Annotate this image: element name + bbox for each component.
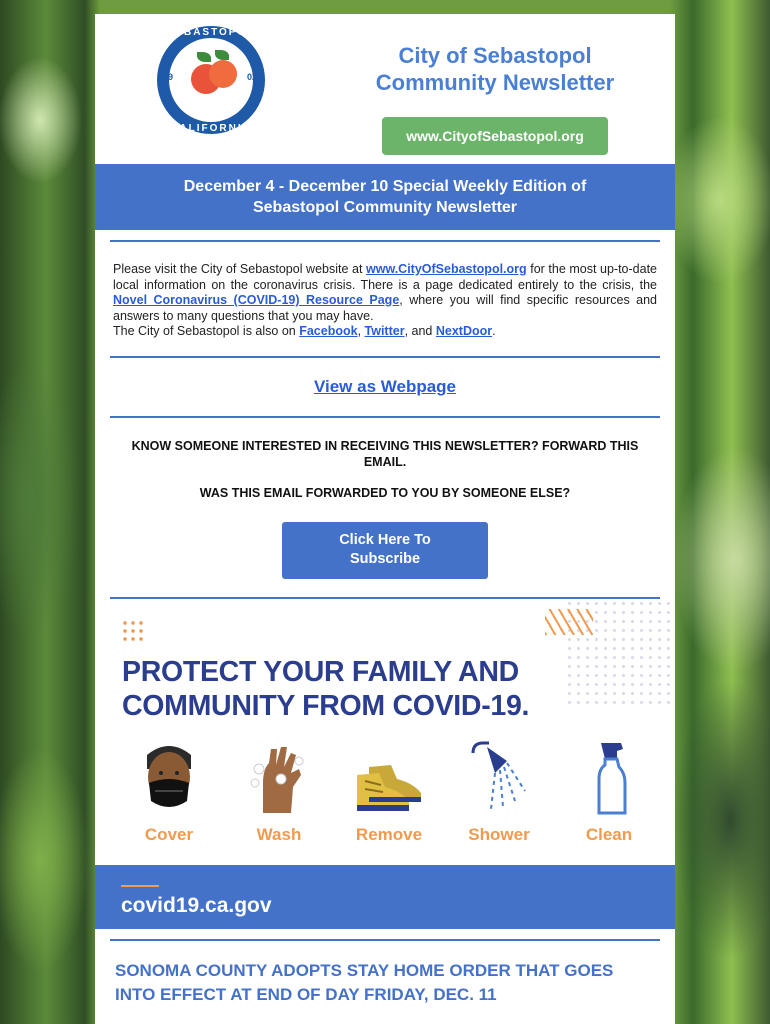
covid-gov-url[interactable]: covid19.ca.gov xyxy=(121,893,272,917)
covid-headline xyxy=(122,655,592,723)
intro-paragraph xyxy=(95,242,675,356)
newsletter-title xyxy=(325,42,665,96)
covid-headline-line-1: PROTECT YOUR FAMILY AND xyxy=(122,655,519,688)
subscribe-button-line-2: Subscribe xyxy=(349,551,421,567)
edition-banner xyxy=(95,164,675,230)
covid-gov-bar xyxy=(95,865,675,929)
separator-text: , and xyxy=(404,324,436,338)
step-clean xyxy=(559,739,659,845)
seal-center xyxy=(169,38,253,122)
news-headline: SONOMA COUNTY ADOPTS STAY HOME ORDER THAT GOES INTO EFFECT AT END OF DAY FRIDAY, DEC. 11 xyxy=(115,960,614,1004)
decorative-line xyxy=(121,885,159,887)
leaf-icon xyxy=(197,52,211,62)
view-webpage-row xyxy=(95,358,675,416)
view-as-webpage-link[interactable]: View as Webpage xyxy=(313,376,457,396)
subscribe-button-line-1: Click Here To xyxy=(339,532,431,548)
seal-year-left: 19 xyxy=(163,72,174,82)
edition-line-1: December 4 - December 10 Special Weekly Edition of xyxy=(183,178,587,195)
step-cover xyxy=(119,739,219,845)
shower-icon xyxy=(449,739,549,819)
facebook-link[interactable]: Facebook xyxy=(299,324,358,338)
forwarded-question-text: WAS THIS EMAIL FORWARDED TO YOU BY SOMEONE ELSE? xyxy=(199,485,571,500)
step-remove xyxy=(339,739,439,845)
edition-line-2: Sebastopol Community Newsletter xyxy=(252,199,518,216)
separator-text: . xyxy=(492,324,496,338)
step-label: Remove xyxy=(355,824,423,844)
decorative-stripes xyxy=(545,609,593,635)
step-shower xyxy=(449,739,549,845)
face-mask-icon xyxy=(119,739,219,819)
step-wash xyxy=(229,739,329,845)
apple-icon xyxy=(209,60,237,88)
shoes-icon xyxy=(339,739,439,819)
website-button[interactable]: www.CityofSebastopol.org xyxy=(382,117,608,155)
seal-top-text: SEBASTOPOL xyxy=(166,27,256,38)
covid-protection-banner[interactable] xyxy=(95,599,675,929)
hand-wash-icon xyxy=(229,739,329,819)
step-label: Shower xyxy=(468,824,530,844)
title-line-2: Community Newsletter xyxy=(375,70,615,95)
title-line-1: City of Sebastopol xyxy=(398,43,592,68)
intro-text: Please visit the City of Sebastopol website at xyxy=(113,262,366,276)
newsletter-header xyxy=(95,14,675,164)
step-label: Wash xyxy=(256,824,302,844)
covid-headline-line-2: COMMUNITY FROM COVID-19. xyxy=(122,689,530,722)
step-label: Cover xyxy=(144,824,194,844)
covid-resource-page-link[interactable]: Novel Coronavirus (COVID-19) Resource Page xyxy=(113,293,400,307)
step-label: Clean xyxy=(585,824,633,844)
intro-text: The City of Sebastopol is also on xyxy=(113,324,300,338)
forward-notice xyxy=(95,418,675,501)
newsletter-card xyxy=(95,14,675,1024)
covid-steps xyxy=(119,739,659,845)
twitter-link[interactable]: Twitter xyxy=(364,324,405,338)
leaf-icon xyxy=(215,50,229,60)
intro-text: , where you will find specific resources and answers to many questions that you may have. xyxy=(113,293,657,323)
nextdoor-link[interactable]: NextDoor xyxy=(435,324,493,338)
decorative-dots xyxy=(121,619,145,643)
intro-text: for the most up-to-date local information on the coronavirus crisis. There is a page dedicated entirely to the crisis, the xyxy=(113,262,657,292)
seal-bottom-text: CALIFORNIA xyxy=(170,123,252,134)
city-seal-logo xyxy=(157,26,265,134)
seal-year-right: 02 xyxy=(246,72,257,82)
city-website-link[interactable]: www.CityOfSebastopol.org xyxy=(366,262,527,276)
separator-text: , xyxy=(357,324,365,338)
forward-text: KNOW SOMEONE INTERESTED IN RECEIVING THIS NEWSLETTER? FORWARD THIS EMAIL. xyxy=(131,438,639,469)
subscribe-button[interactable] xyxy=(282,522,488,579)
spray-bottle-icon xyxy=(559,739,659,819)
